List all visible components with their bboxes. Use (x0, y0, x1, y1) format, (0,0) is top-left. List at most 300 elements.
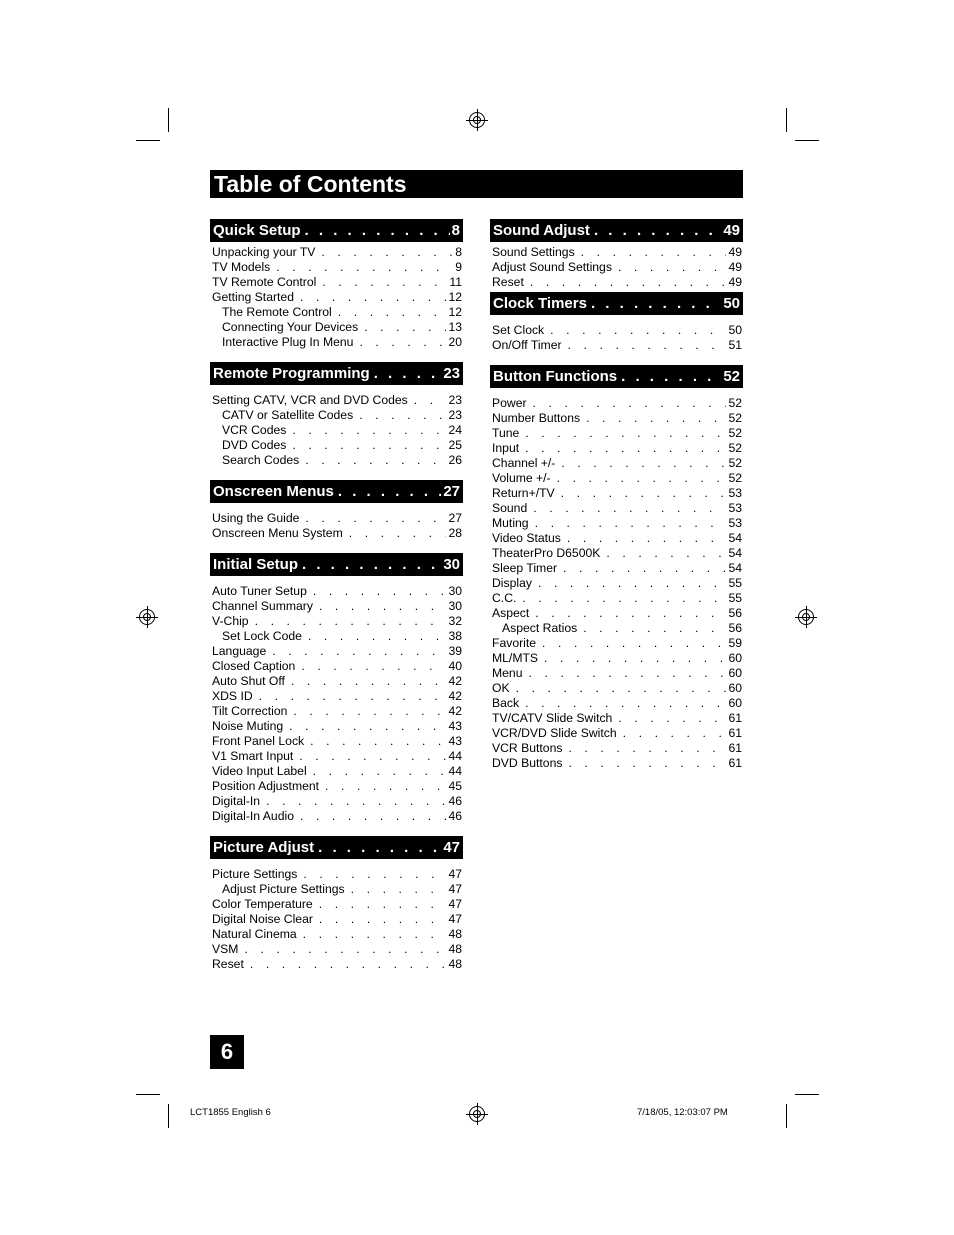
toc-entry-label: DVD Buttons (492, 756, 563, 770)
toc-entry[interactable] (490, 636, 743, 651)
toc-entry-page: 44 (448, 764, 462, 778)
toc-entry-page: 53 (728, 516, 742, 530)
toc-entry[interactable] (210, 659, 463, 674)
toc-entry-label: Set Lock Code (222, 629, 302, 643)
toc-entry-label: Number Buttons (492, 411, 581, 425)
toc-entry-page: 28 (448, 526, 462, 540)
leader-dots (551, 471, 727, 486)
toc-entry-page: 26 (448, 453, 462, 467)
toc-entry-label: TV Models (212, 260, 271, 274)
toc-entry-page: 47 (448, 897, 462, 911)
toc-entry-list (210, 859, 463, 972)
section-heading-label: Remote Programming (213, 365, 370, 382)
toc-entry-page: 48 (448, 927, 462, 941)
toc-entry[interactable] (210, 927, 463, 942)
toc-entry-page: 42 (448, 704, 462, 718)
toc-entry[interactable] (210, 809, 463, 824)
toc-entry-page: 60 (728, 651, 742, 665)
toc-entry-page: 49 (728, 260, 742, 274)
toc-entry-label: Set Clock (492, 323, 545, 337)
toc-entry-label: OK (492, 681, 510, 695)
leader-dots (587, 292, 721, 315)
leader-dots (285, 674, 446, 689)
section-heading[interactable] (490, 219, 743, 242)
toc-entry-label: Aspect (492, 606, 530, 620)
section-heading[interactable] (210, 219, 463, 242)
toc-entry-page: 46 (448, 794, 462, 808)
toc-entry[interactable] (210, 764, 463, 779)
toc-entry[interactable] (210, 320, 463, 335)
section-heading-label: Button Functions (493, 368, 618, 385)
crop-mark (136, 140, 160, 141)
toc-entry-label: ML/MTS (492, 651, 539, 665)
toc-entry-page: 60 (728, 696, 742, 710)
section-heading[interactable] (490, 365, 743, 388)
leader-dots (408, 393, 447, 408)
section-heading-page: 30 (443, 556, 460, 573)
toc-entry-label: CATV or Satellite Codes (222, 408, 354, 422)
toc-entry[interactable] (210, 393, 463, 408)
toc-entry-page: 23 (448, 393, 462, 407)
toc-entry-label: Auto Shut Off (212, 674, 285, 688)
toc-entry-page: 60 (728, 666, 742, 680)
page-number: 6 (210, 1035, 244, 1069)
toc-entry-label: TheaterPro D6500K (492, 546, 601, 560)
leader-dots (253, 689, 447, 704)
toc-entry[interactable] (490, 411, 743, 426)
toc-entry-label: Auto Tuner Setup (212, 584, 307, 598)
leader-dots (529, 606, 726, 621)
toc-entry-label: V1 Smart Input (212, 749, 294, 763)
toc-entry[interactable] (490, 338, 743, 353)
leader-dots (600, 546, 726, 561)
toc-entry-page: 12 (448, 305, 462, 319)
toc-entry[interactable] (210, 957, 463, 972)
leader-dots (532, 576, 726, 591)
leader-dots (307, 584, 447, 599)
leader-dots (529, 516, 727, 531)
toc-entry-list (210, 576, 463, 824)
section-heading-page: 52 (723, 368, 740, 385)
crop-mark (168, 1104, 169, 1128)
toc-entry-page: 55 (728, 591, 742, 605)
toc-entry-label: Color Temperature (212, 897, 313, 911)
toc-entry[interactable] (210, 704, 463, 719)
toc-entry[interactable] (210, 408, 463, 423)
leader-dots (557, 561, 726, 576)
toc-entry-label: XDS ID (212, 689, 253, 703)
toc-entry-page: 61 (728, 726, 742, 740)
toc-entry[interactable] (490, 275, 743, 290)
leader-dots (544, 323, 726, 338)
toc-entry[interactable] (490, 681, 743, 696)
toc-entry-label: Menu (492, 666, 523, 680)
toc-entry-page: 20 (448, 335, 462, 349)
toc-entry[interactable] (210, 438, 463, 453)
toc-entry[interactable] (490, 546, 743, 561)
toc-entry[interactable] (210, 423, 463, 438)
leader-dots (519, 696, 726, 711)
toc-entry[interactable] (490, 516, 743, 531)
leader-dots (313, 912, 447, 927)
toc-entry[interactable] (210, 599, 463, 614)
toc-entry[interactable] (490, 666, 743, 681)
toc-entry-page: 44 (448, 749, 462, 763)
toc-entry-label: Sleep Timer (492, 561, 558, 575)
section-heading[interactable] (490, 292, 743, 315)
leader-dots (612, 711, 726, 726)
leader-dots (315, 245, 453, 260)
section-heading-page: 27 (443, 483, 460, 500)
toc-entry[interactable] (210, 305, 463, 320)
toc-entry-label: Noise Muting (212, 719, 284, 733)
toc-entry-label: Interactive Plug In Menu (222, 335, 354, 349)
toc-entry-label: Sound Settings (492, 245, 575, 259)
footer-right: 7/18/05, 12:03:07 PM (637, 1107, 728, 1118)
toc-entry-page: 9 (455, 260, 462, 274)
leader-dots (297, 867, 446, 882)
section-heading-page: 50 (723, 295, 740, 312)
toc-entry-label: Aspect Ratios (502, 621, 578, 635)
section-heading[interactable] (210, 836, 463, 859)
leader-dots (313, 599, 447, 614)
toc-entry[interactable] (210, 335, 463, 350)
toc-entry-page: 50 (728, 323, 742, 337)
toc-entry-label: Position Adjustment (212, 779, 320, 793)
toc-entry-page: 11 (449, 275, 462, 289)
toc-entry[interactable] (210, 614, 463, 629)
toc-entry-page: 40 (448, 659, 462, 673)
leader-dots (577, 621, 726, 636)
toc-entry-page: 56 (728, 606, 742, 620)
toc-entry-label: The Remote Control (222, 305, 332, 319)
toc-entry-page: 42 (448, 674, 462, 688)
toc-entry-page: 45 (448, 779, 462, 793)
leader-dots (345, 882, 447, 897)
toc-entry-label: On/Off Timer (492, 338, 562, 352)
toc-entry-page: 47 (448, 912, 462, 926)
toc-entry[interactable] (490, 576, 743, 591)
section-heading-label: Clock Timers (493, 295, 587, 312)
leader-dots (244, 957, 447, 972)
registration-mark-icon (469, 112, 485, 128)
leader-dots (313, 897, 447, 912)
leader-dots (302, 629, 446, 644)
toc-entry[interactable] (490, 561, 743, 576)
leader-dots (249, 614, 447, 629)
crop-mark (168, 108, 169, 132)
leader-dots (519, 426, 726, 441)
leader-dots (307, 764, 447, 779)
toc-section (490, 219, 743, 290)
toc-section (490, 365, 743, 771)
toc-entry-page: 8 (455, 245, 462, 259)
toc-entry-page: 55 (728, 576, 742, 590)
section-heading[interactable] (210, 553, 463, 576)
toc-entry[interactable] (210, 275, 463, 290)
toc-entry[interactable] (210, 779, 463, 794)
leader-dots (575, 245, 727, 260)
toc-entry[interactable] (490, 741, 743, 756)
toc-entry-label: DVD Codes (222, 438, 287, 452)
toc-entry-label: Sound (492, 501, 528, 515)
toc-entry-label: VCR/DVD Slide Switch (492, 726, 617, 740)
crop-mark (786, 108, 787, 132)
section-heading-page: 23 (443, 365, 460, 382)
toc-entry-label: Picture Settings (212, 867, 298, 881)
leader-dots (358, 320, 446, 335)
toc-entry-list (210, 242, 463, 350)
toc-entry[interactable] (490, 396, 743, 411)
toc-entry-label: VSM (212, 942, 239, 956)
toc-entry-label: Back (492, 696, 520, 710)
section-heading-label: Sound Adjust (493, 222, 590, 239)
leader-dots (299, 511, 446, 526)
toc-entry[interactable] (210, 644, 463, 659)
registration-mark-icon (798, 609, 814, 625)
toc-entry-page: 54 (728, 531, 742, 545)
toc-entry-label: Using the Guide (212, 511, 300, 525)
toc-entry[interactable] (210, 674, 463, 689)
leader-dots (555, 486, 727, 501)
leader-dots (353, 408, 446, 423)
toc-entry-page: 47 (448, 882, 462, 896)
toc-entry[interactable] (490, 531, 743, 546)
page-title: Table of Contents (210, 170, 743, 198)
leader-dots (617, 726, 727, 741)
leader-dots (562, 338, 727, 353)
toc-entry-label: VCR Buttons (492, 741, 563, 755)
registration-mark-icon (469, 1106, 485, 1122)
leader-dots (260, 794, 446, 809)
toc-entry-page: 24 (448, 423, 462, 437)
toc-entry-page: 46 (448, 809, 462, 823)
toc-entry-page: 51 (728, 338, 742, 352)
leader-dots (314, 836, 441, 859)
toc-entry-page: 61 (728, 741, 742, 755)
toc-entry-label: Reset (212, 957, 244, 971)
leader-dots (286, 423, 446, 438)
toc-section (490, 292, 743, 353)
toc-entry-label: Tune (492, 426, 520, 440)
toc-entry-label: Reset (492, 275, 524, 289)
leader-dots (527, 396, 727, 411)
section-heading[interactable] (210, 362, 463, 385)
toc-entry-label: VCR Codes (222, 423, 287, 437)
leader-dots (617, 365, 721, 388)
leader-dots (297, 927, 447, 942)
toc-entry-page: 23 (448, 408, 462, 422)
toc-entry-page: 54 (728, 561, 742, 575)
toc-entry[interactable] (210, 897, 463, 912)
toc-entry[interactable] (210, 867, 463, 882)
crop-mark (795, 1094, 819, 1095)
toc-entry-list (490, 242, 743, 290)
toc-entry[interactable] (490, 651, 743, 666)
leader-dots (590, 219, 721, 242)
toc-entry-page: 52 (728, 411, 742, 425)
toc-entry[interactable] (490, 501, 743, 516)
toc-entry[interactable] (210, 734, 463, 749)
toc-entry[interactable] (490, 726, 743, 741)
section-heading-label: Picture Adjust (213, 839, 315, 856)
leader-dots (562, 756, 726, 771)
toc-entry-label: Front Panel Lock (212, 734, 305, 748)
toc-entry-label: Connecting Your Devices (222, 320, 359, 334)
toc-entry[interactable] (490, 606, 743, 621)
right-column (490, 219, 743, 783)
toc-entry-label: Closed Caption (212, 659, 296, 673)
toc-entry[interactable] (210, 794, 463, 809)
toc-section (210, 836, 463, 972)
leader-dots (519, 441, 726, 456)
toc-entry-label: C.C. (492, 591, 517, 605)
toc-entry-list (490, 315, 743, 353)
toc-entry[interactable] (490, 456, 743, 471)
toc-entry-list (210, 385, 463, 468)
toc-entry[interactable] (210, 749, 463, 764)
toc-entry-label: Channel Summary (212, 599, 313, 613)
toc-entry[interactable] (490, 486, 743, 501)
section-heading[interactable] (210, 480, 463, 503)
toc-entry[interactable] (210, 689, 463, 704)
toc-entry[interactable] (490, 711, 743, 726)
toc-entry-label: Video Input Label (212, 764, 307, 778)
toc-entry-page: 13 (448, 320, 462, 334)
section-heading-page: 8 (451, 222, 460, 239)
toc-entry[interactable] (490, 696, 743, 711)
toc-entry-page: 42 (448, 689, 462, 703)
toc-entry-label: Natural Cinema (212, 927, 297, 941)
toc-entry-label: Digital Noise Clear (212, 912, 313, 926)
toc-entry-label: Adjust Sound Settings (492, 260, 612, 274)
toc-entry[interactable] (490, 756, 743, 771)
toc-entry[interactable] (490, 591, 743, 606)
crop-mark (136, 1094, 160, 1095)
toc-entry[interactable] (210, 526, 463, 541)
section-heading-label: Onscreen Menus (213, 483, 334, 500)
toc-entry-label: Setting CATV, VCR and DVD Codes (212, 393, 408, 407)
leader-dots (270, 260, 453, 275)
leader-dots (286, 438, 446, 453)
leader-dots (370, 362, 442, 385)
toc-entry-label: Getting Started (212, 290, 294, 304)
toc-entry[interactable] (210, 882, 463, 897)
section-heading-label: Quick Setup (213, 222, 301, 239)
left-column (210, 219, 463, 984)
toc-entry-label: Adjust Picture Settings (222, 882, 345, 896)
leader-dots (334, 480, 441, 503)
leader-dots (538, 651, 726, 666)
leader-dots (238, 942, 446, 957)
toc-entry-page: 61 (728, 756, 742, 770)
leader-dots (293, 749, 446, 764)
crop-mark (795, 140, 819, 141)
toc-entry-page: 52 (728, 441, 742, 455)
toc-entry[interactable] (210, 912, 463, 927)
toc-section (210, 480, 463, 541)
toc-entry-list (210, 503, 463, 541)
footer-left: LCT1855 English 6 (190, 1107, 271, 1118)
section-heading-page: 47 (443, 839, 460, 856)
toc-entry[interactable] (210, 290, 463, 305)
toc-entry-page: 59 (728, 636, 742, 650)
toc-entry-label: TV Remote Control (212, 275, 317, 289)
toc-entry[interactable] (490, 441, 743, 456)
leader-dots (612, 260, 727, 275)
toc-section (210, 362, 463, 468)
leader-dots (562, 741, 726, 756)
toc-entry[interactable] (210, 719, 463, 734)
toc-entry[interactable] (210, 629, 463, 644)
toc-entry-label: Video Status (492, 531, 561, 545)
toc-entry-page: 52 (728, 426, 742, 440)
toc-entry-label: Display (492, 576, 532, 590)
toc-entry[interactable] (490, 260, 743, 275)
leader-dots (523, 666, 727, 681)
toc-entry-page: 38 (448, 629, 462, 643)
toc-entry[interactable] (490, 621, 743, 636)
toc-entry[interactable] (490, 245, 743, 260)
toc-entry-page: 52 (728, 471, 742, 485)
toc-entry-page: 56 (728, 621, 742, 635)
toc-entry[interactable] (490, 426, 743, 441)
toc-entry[interactable] (210, 260, 463, 275)
toc-entry-page: 60 (728, 681, 742, 695)
leader-dots (332, 305, 447, 320)
toc-entry[interactable] (210, 453, 463, 468)
leader-dots (316, 275, 447, 290)
toc-entry-page: 49 (728, 245, 742, 259)
section-heading-page: 49 (723, 222, 740, 239)
toc-entry-label: Tilt Correction (212, 704, 288, 718)
leader-dots (319, 779, 446, 794)
toc-entry-label: Channel +/- (492, 456, 556, 470)
toc-entry-page: 25 (448, 438, 462, 452)
leader-dots (294, 290, 446, 305)
toc-entry-label: Language (212, 644, 267, 658)
toc-entry[interactable] (210, 511, 463, 526)
toc-entry-page: 27 (448, 511, 462, 525)
leader-dots (294, 809, 446, 824)
toc-entry-page: 49 (728, 275, 742, 289)
leader-dots (536, 636, 726, 651)
toc-section (210, 553, 463, 824)
toc-entry[interactable] (490, 323, 743, 338)
toc-entry-page: 52 (728, 396, 742, 410)
toc-entry-label: Input (492, 441, 520, 455)
toc-entry-page: 30 (448, 599, 462, 613)
toc-entry-label: Muting (492, 516, 529, 530)
leader-dots (266, 644, 446, 659)
toc-entry-label: Favorite (492, 636, 537, 650)
toc-entry-page: 48 (448, 942, 462, 956)
leader-dots (287, 704, 446, 719)
toc-entry-page: 30 (448, 584, 462, 598)
toc-entry[interactable] (490, 471, 743, 486)
leader-dots (580, 411, 726, 426)
toc-entry[interactable] (210, 942, 463, 957)
toc-entry[interactable] (210, 245, 463, 260)
leader-dots (555, 456, 726, 471)
toc-entry-label: V-Chip (212, 614, 249, 628)
toc-entry-page: 48 (448, 957, 462, 971)
toc-entry-page: 61 (728, 711, 742, 725)
leader-dots (283, 719, 446, 734)
toc-entry[interactable] (210, 584, 463, 599)
leader-dots (298, 553, 441, 576)
toc-entry-list (490, 388, 743, 771)
